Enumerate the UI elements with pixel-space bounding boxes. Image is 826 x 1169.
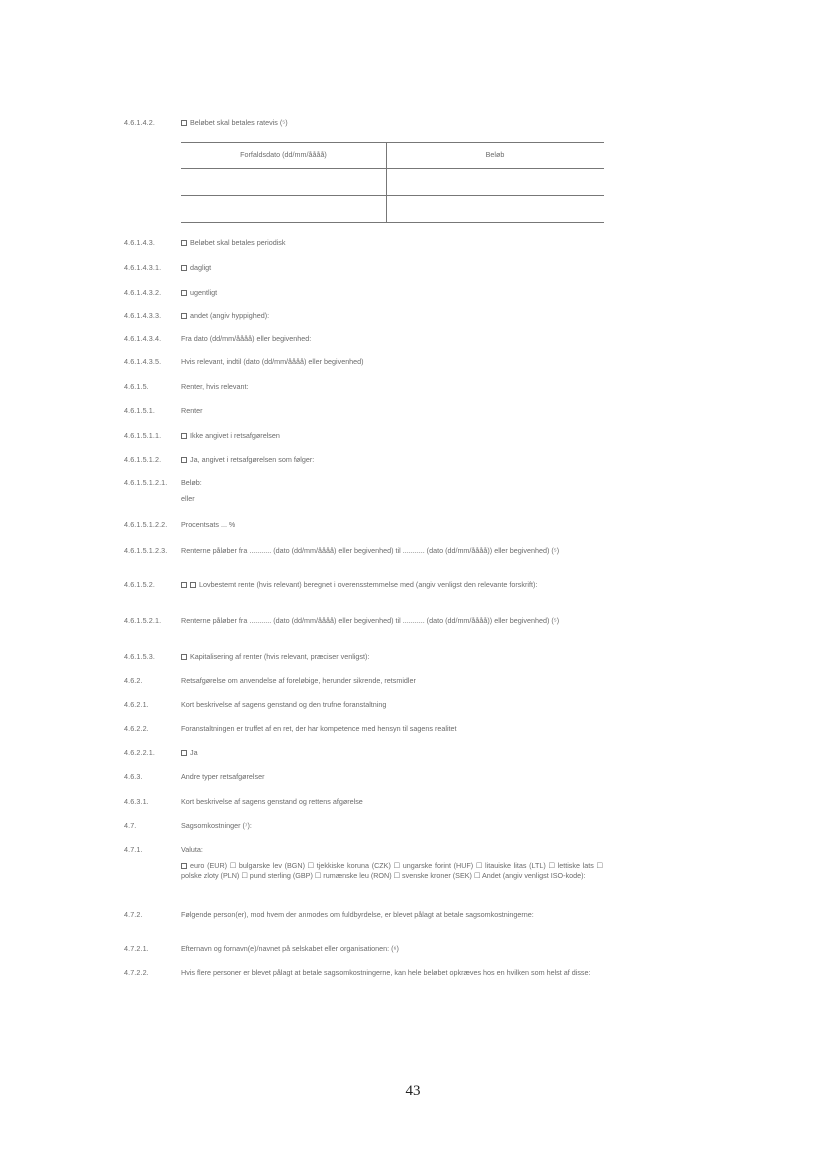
section-text: [181, 238, 603, 248]
section-number: 4.6.1.5.3.: [124, 652, 155, 661]
section-number: 4.6.3.1.: [124, 797, 149, 806]
table-rule: [181, 195, 604, 196]
section-label: Ikke angivet i retsafgørelsen: [190, 431, 280, 440]
section-label: Kapitalisering af renter (hvis relevant, præciser venligst):: [190, 652, 370, 661]
section-label: ugentligt: [190, 288, 218, 297]
checkbox[interactable]: [181, 654, 187, 660]
section-text: Fra dato (dd/mm/åååå) eller begivenhed:: [181, 334, 312, 343]
section-text: Renterne påløber fra ........... (dato (dd/mm/åååå) eller begivenhed) til ........... (dato (dd/mm/åååå)) eller begivenhed) (⁵): [181, 546, 560, 555]
checkbox[interactable]: [190, 582, 196, 588]
section-number: 4.6.1.4.3.2.: [124, 288, 162, 297]
section-number: 4.7.1.: [124, 845, 143, 854]
section-label: Ja: [190, 748, 198, 757]
section-number: 4.7.2.2.: [124, 968, 149, 977]
section-number: 4.6.1.4.3.: [124, 238, 155, 247]
section-text: Foranstaltningen er truffet af en ret, der har kompetence med hensyn til sagens realitet: [181, 724, 457, 733]
checkbox[interactable]: [181, 290, 187, 296]
section-text: Kort beskrivelse af sagens genstand og den trufne foranstaltning: [181, 700, 387, 709]
section-label: Lovbestemt rente (hvis relevant) beregnet i overensstemmelse med (angiv venligst den relevante forskrift):: [199, 580, 538, 589]
table-rule: [181, 222, 604, 223]
section-number: 4.6.1.5.1.2.3.: [124, 546, 168, 555]
section-text: [181, 311, 603, 321]
section-number: 4.6.1.5.2.: [124, 580, 155, 589]
checkbox[interactable]: [181, 240, 187, 246]
section-text: [181, 455, 603, 465]
section-number: 4.6.1.5.: [124, 382, 149, 391]
table-rule: [181, 142, 604, 143]
section-number: 4.6.2.2.1.: [124, 748, 155, 757]
section-number: 4.6.1.5.1.: [124, 406, 155, 415]
section-number: 4.6.1.5.2.1.: [124, 616, 162, 625]
section-text: Kort beskrivelse af sagens genstand og rettens afgørelse: [181, 797, 363, 806]
page-number: 43: [405, 1083, 421, 1099]
table-rule: [181, 168, 604, 169]
section-text: Hvis flere personer er blevet pålagt at betale sagsomkostningerne, kan hele beløbet opkræves hos en hvilken som helst af disse:: [181, 968, 591, 977]
section-label: Beløbet skal betales ratevis (⁵): [190, 118, 288, 127]
section-text: [181, 263, 603, 273]
section-text: [181, 580, 603, 590]
section-number: 4.7.2.1.: [124, 944, 149, 953]
section-text: [181, 288, 603, 298]
checkbox[interactable]: [181, 750, 187, 756]
section-text: Retsafgørelse om anvendelse af foreløbige, herunder sikrende, retsmidler: [181, 676, 416, 685]
section-text: Renter: [181, 406, 203, 415]
section-text: Sagsomkostninger (⁷):: [181, 821, 252, 830]
section-text: Renter, hvis relevant:: [181, 382, 249, 391]
or-label: eller: [181, 494, 195, 503]
section-text: Procentsats ... %: [181, 520, 236, 529]
section-text: Efternavn og fornavn(e)/navnet på selskabet eller organisationen: (⁶): [181, 944, 399, 953]
checkbox[interactable]: [181, 265, 187, 271]
section-number: 4.7.: [124, 821, 137, 830]
section-number: 4.6.1.4.2.: [124, 118, 155, 127]
section-text: [181, 748, 603, 758]
section-number: 4.6.3.: [124, 772, 143, 781]
section-number: 4.6.2.: [124, 676, 143, 685]
section-number: 4.6.2.1.: [124, 700, 149, 709]
section-text: [181, 118, 603, 128]
section-text: Hvis relevant, indtil (dato (dd/mm/åååå) eller begivenhed): [181, 357, 364, 366]
section-text: Valuta:: [181, 845, 203, 854]
section-label: dagligt: [190, 263, 212, 272]
section-number: 4.6.1.4.3.3.: [124, 311, 162, 320]
checkbox[interactable]: [181, 313, 187, 319]
section-text: Andre typer retsafgørelser: [181, 772, 265, 781]
section-label: andet (angiv hyppighed):: [190, 311, 270, 320]
section-number: 4.7.2.: [124, 910, 143, 919]
checkbox[interactable]: [181, 863, 187, 869]
section-number: 4.6.1.4.3.4.: [124, 334, 162, 343]
checkbox[interactable]: [181, 120, 187, 126]
table-header-due-date: Forfaldsdato (dd/mm/åååå): [240, 150, 327, 159]
section-number: 4.6.1.4.3.1.: [124, 263, 162, 272]
section-number: 4.6.1.4.3.5.: [124, 357, 162, 366]
table-header-amount: Beløb: [485, 150, 505, 159]
section-number: 4.6.2.2.: [124, 724, 149, 733]
section-label: Beløbet skal betales periodisk: [190, 238, 286, 247]
section-text: Beløb:: [181, 478, 202, 487]
section-label: Ja, angivet i retsafgørelsen som følger:: [190, 455, 315, 464]
checkbox[interactable]: [181, 433, 187, 439]
checkbox[interactable]: [181, 457, 187, 463]
currency-options-label: euro (EUR) ☐ bulgarske lev (BGN) ☐ tjekkiske koruna (CZK) ☐ ungarske forint (HUF) ☐ litauiske litas (LTL) ☐ lettiske lats ☐ polske zloty (PLN) ☐ pund sterling (GBP) ☐ rumænske leu (RON) ☐ svenske kroner (SEK) ☐ Andet (angiv venligst ISO-kode):: [181, 861, 603, 880]
section-text: Renterne påløber fra ........... (dato (dd/mm/åååå) eller begivenhed) til ........... (dato (dd/mm/åååå)) eller begivenhed) (⁵): [181, 616, 560, 625]
section-text: Følgende person(er), mod hvem der anmodes om fuldbyrdelse, er blevet pålagt at betale sagsomkostningerne:: [181, 910, 534, 919]
section-text: [181, 431, 603, 441]
section-number: 4.6.1.5.1.2.1.: [124, 478, 168, 487]
checkbox[interactable]: [181, 582, 187, 588]
section-text: [181, 652, 603, 662]
section-number: 4.6.1.5.1.1.: [124, 431, 162, 440]
section-number: 4.6.1.5.1.2.2.: [124, 520, 168, 529]
currency-options-text: [181, 861, 603, 881]
section-number: 4.6.1.5.1.2.: [124, 455, 162, 464]
